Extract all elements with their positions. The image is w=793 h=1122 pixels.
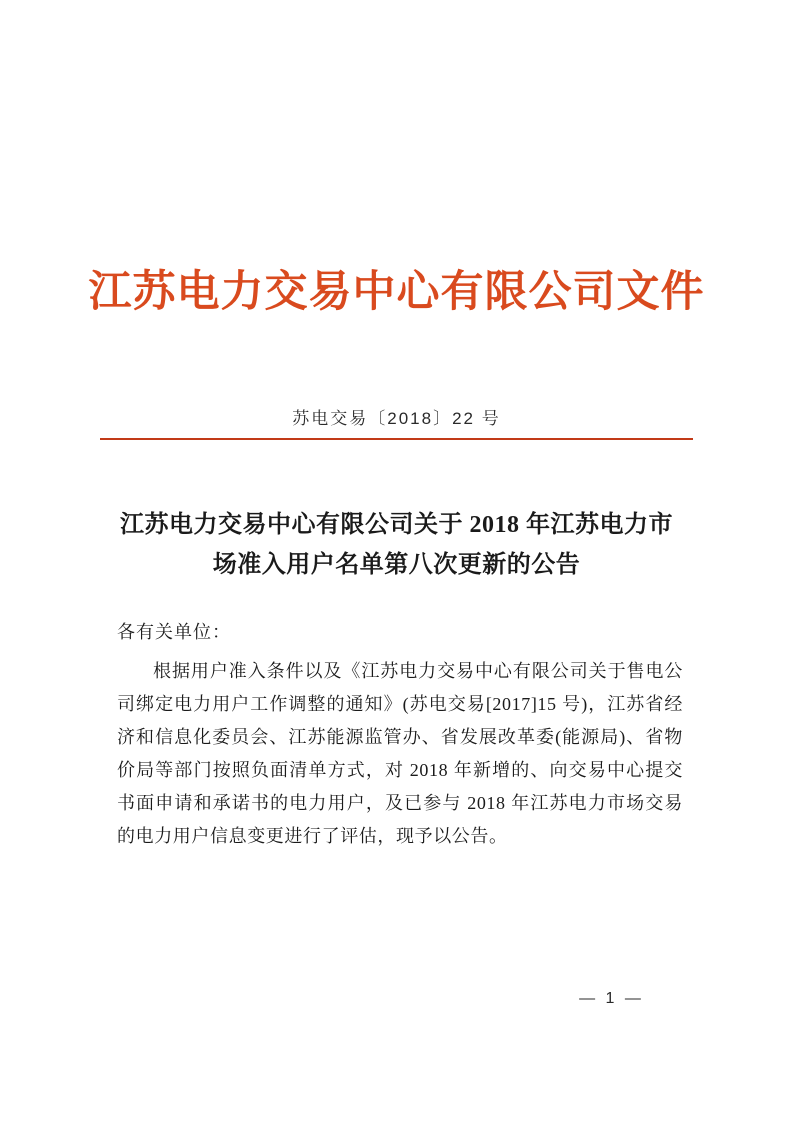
header-divider-rule	[100, 438, 693, 440]
body-paragraph: 根据用户准入条件以及《江苏电力交易中心有限公司关于售电公司绑定电力用户工作调整的通知》(苏电交易[2017]15 号)，江苏省经济和信息化委员会、江苏能源监管办、省发展改革委(能源局)、省物价局等部门按照负面清单方式，对 2018 年新增的、向交易中心提交书面申请和承诺书的电力用户，及已参与 2018 年江苏电力市场交易的电力用户信息变更进行了评估，现予以公告。	[117, 661, 683, 846]
page-footer	[0, 990, 793, 1008]
issuing-organization-title: 江苏电力交易中心有限公司文件	[88, 269, 705, 316]
document-number: 苏电交易〔2018〕22 号	[292, 409, 501, 428]
salutation: 各有关单位：	[117, 622, 231, 642]
page-number-label: — 1 —	[579, 990, 644, 1007]
page-title: 江苏电力交易中心有限公司关于 2018 年江苏电力市场准入用户名单第八次更新的公告	[120, 512, 673, 578]
document-header	[0, 258, 793, 319]
